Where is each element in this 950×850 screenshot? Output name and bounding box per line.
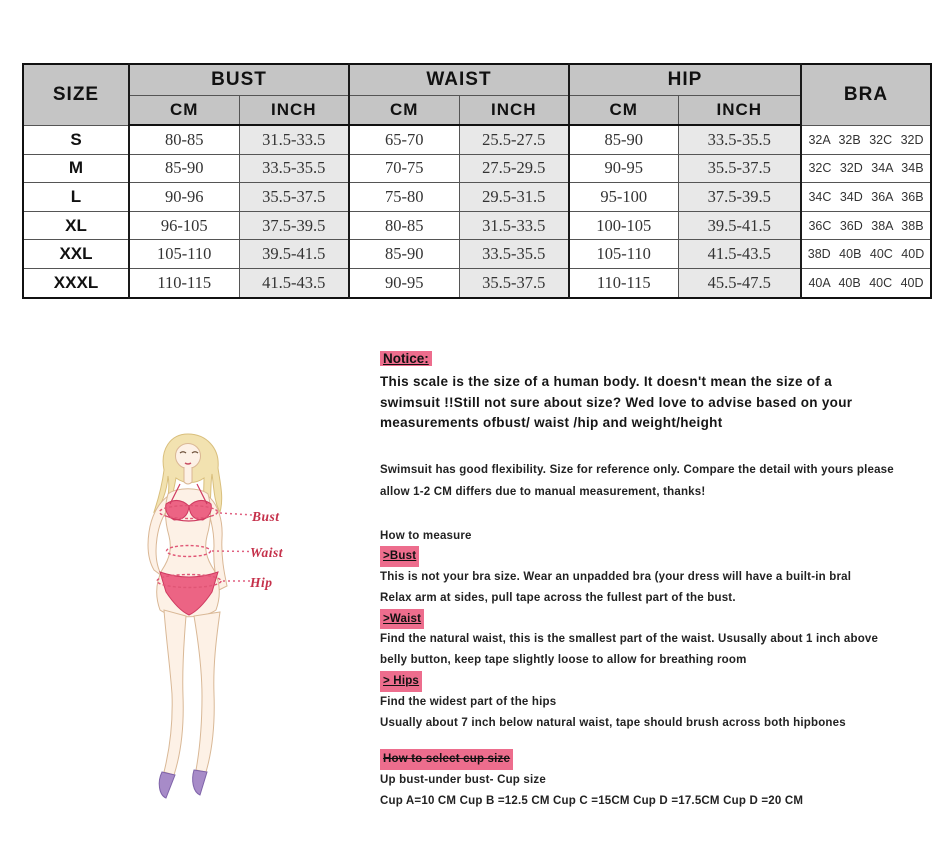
flexibility-line: Swimsuit has good flexibility. Size for reference only. Compare the detail with yours please bbox=[380, 463, 894, 476]
table-row bbox=[23, 240, 931, 269]
figure-left-leg bbox=[164, 610, 186, 775]
sizing-notes bbox=[380, 351, 938, 812]
bust-cm-cell: 90-96 bbox=[129, 183, 239, 212]
hip-figure-label: Hip bbox=[250, 575, 273, 590]
notice-line: This scale is the size of a human body. It doesn't mean the size of a bbox=[380, 374, 833, 389]
size-cell: XXL bbox=[23, 240, 129, 269]
size-cell: L bbox=[23, 183, 129, 212]
bust-inch-cell: 33.5-35.5 bbox=[239, 154, 349, 183]
bust-inch-cell: 37.5-39.5 bbox=[239, 211, 349, 240]
bra-cell: 32A 32B 32C 32D bbox=[801, 125, 931, 154]
how-to-measure-heading: How to measure bbox=[380, 529, 472, 542]
bust-cm-cell: 85-90 bbox=[129, 154, 239, 183]
table-row bbox=[23, 183, 931, 212]
hip-inch-cell: 45.5-47.5 bbox=[678, 268, 801, 297]
bust-instruction-line: Relax arm at sides, pull tape across the fullest part of the bust. bbox=[380, 591, 736, 604]
col-header-size: SIZE bbox=[23, 64, 129, 125]
size-cell: XXXL bbox=[23, 268, 129, 297]
cup-size-line: Cup A=10 CM Cup B =12.5 CM Cup C =15CM Cup D =17.5CM Cup D =20 CM bbox=[380, 795, 804, 808]
figure-neck bbox=[184, 467, 192, 484]
hip-inch-cell: 37.5-39.5 bbox=[678, 183, 801, 212]
col-header-hip: HIP bbox=[569, 64, 801, 96]
waist-instruction-line: belly button, keep tape slightly loose to allow for breathing room bbox=[380, 654, 747, 667]
figure-right-leg bbox=[194, 612, 220, 772]
waist-instruction-line: Find the natural waist, this is the smallest part of the waist. Ususally about 1 inch above bbox=[380, 633, 879, 646]
spacer bbox=[380, 503, 938, 526]
bust-figure-label: Bust bbox=[252, 509, 280, 524]
cup-size-line: Up bust-under bust- Cup size bbox=[380, 774, 546, 787]
bra-cell: 36C 36D 38A 38B bbox=[801, 211, 931, 240]
bust-instruction-line: This is not your bra size. Wear an unpadded bra (your dress will have a built-in bral bbox=[380, 571, 852, 584]
bust-cm-cell: 105-110 bbox=[129, 240, 239, 269]
bust-inch-cell: 35.5-37.5 bbox=[239, 183, 349, 212]
measurement-figure bbox=[110, 420, 360, 825]
hip-cm-cell: 90-95 bbox=[569, 154, 678, 183]
bra-cell: 40A 40B 40C 40D bbox=[801, 268, 931, 297]
waist-cm-cell: 75-80 bbox=[349, 183, 459, 212]
bust-inch-cell: 31.5-33.5 bbox=[239, 125, 349, 154]
table-row bbox=[23, 125, 931, 154]
table-row bbox=[23, 154, 931, 183]
waist-cm-cell: 80-85 bbox=[349, 211, 459, 240]
notice-line: measurements ofbust/ waist /hip and weight/height bbox=[380, 415, 723, 430]
hip-cm-cell: 105-110 bbox=[569, 240, 678, 269]
spacer bbox=[380, 434, 938, 459]
bra-cell: 32C 32D 34A 34B bbox=[801, 154, 931, 183]
hip-cm-cell: 85-90 bbox=[569, 125, 678, 154]
subcol-hip-cm: CM bbox=[569, 96, 678, 126]
waist-inch-cell: 35.5-37.5 bbox=[459, 268, 569, 297]
notice-heading: Notice: bbox=[380, 351, 938, 366]
bust-cm-cell: 96-105 bbox=[129, 211, 239, 240]
subcol-bust-cm: CM bbox=[129, 96, 239, 126]
waist-inch-cell: 25.5-27.5 bbox=[459, 125, 569, 154]
subcol-bust-inch: INCH bbox=[239, 96, 349, 126]
notice-line: swimsuit !!Still not sure about size? Wed love to advise based on your bbox=[380, 394, 853, 410]
table-row bbox=[23, 211, 931, 240]
cup-size-heading: How to select cup size bbox=[380, 749, 938, 770]
waist-inch-cell: 31.5-33.5 bbox=[459, 211, 569, 240]
col-header-waist: WAIST bbox=[349, 64, 569, 96]
hips-heading: > Hips bbox=[380, 671, 938, 692]
spacer bbox=[380, 733, 938, 749]
hip-inch-cell: 33.5-35.5 bbox=[678, 125, 801, 154]
waist-inch-cell: 29.5-31.5 bbox=[459, 183, 569, 212]
flexibility-line: allow 1-2 CM differs due to manual measurement, thanks! bbox=[380, 485, 706, 498]
body-sketch-illustration bbox=[110, 420, 360, 825]
table-row bbox=[23, 268, 931, 297]
figure-shoes bbox=[159, 770, 207, 798]
hip-cm-cell: 110-115 bbox=[569, 268, 678, 297]
waist-cm-cell: 85-90 bbox=[349, 240, 459, 269]
hip-cm-cell: 95-100 bbox=[569, 183, 678, 212]
waist-inch-cell: 33.5-35.5 bbox=[459, 240, 569, 269]
hips-instruction-line: Find the widest part of the hips bbox=[380, 695, 557, 708]
bust-heading: >Bust bbox=[380, 546, 938, 567]
size-cell: S bbox=[23, 125, 129, 154]
hip-cm-cell: 100-105 bbox=[569, 211, 678, 240]
waist-heading: >Waist bbox=[380, 609, 938, 630]
bust-inch-cell: 41.5-43.5 bbox=[239, 268, 349, 297]
bust-cm-cell: 110-115 bbox=[129, 268, 239, 297]
waist-cm-cell: 90-95 bbox=[349, 268, 459, 297]
hip-inch-cell: 41.5-43.5 bbox=[678, 240, 801, 269]
waist-inch-cell: 27.5-29.5 bbox=[459, 154, 569, 183]
subcol-waist-cm: CM bbox=[349, 96, 459, 126]
hip-inch-cell: 39.5-41.5 bbox=[678, 211, 801, 240]
waist-cm-cell: 70-75 bbox=[349, 154, 459, 183]
waist-figure-label: Waist bbox=[250, 545, 284, 560]
bra-cell: 34C 34D 36A 36B bbox=[801, 183, 931, 212]
size-cell: XL bbox=[23, 211, 129, 240]
hip-inch-cell: 35.5-37.5 bbox=[678, 154, 801, 183]
hips-instruction-line: Usually about 7 inch below natural waist, tape should brush across both hipbones bbox=[380, 716, 846, 729]
size-cell: M bbox=[23, 154, 129, 183]
col-header-bust: BUST bbox=[129, 64, 349, 96]
bust-inch-cell: 39.5-41.5 bbox=[239, 240, 349, 269]
col-header-bra: BRA bbox=[801, 64, 931, 125]
waist-cm-cell: 65-70 bbox=[349, 125, 459, 154]
size-chart-table bbox=[22, 63, 932, 299]
subcol-waist-inch: INCH bbox=[459, 96, 569, 126]
bust-cm-cell: 80-85 bbox=[129, 125, 239, 154]
bra-cell: 38D 40B 40C 40D bbox=[801, 240, 931, 269]
subcol-hip-inch: INCH bbox=[678, 96, 801, 126]
